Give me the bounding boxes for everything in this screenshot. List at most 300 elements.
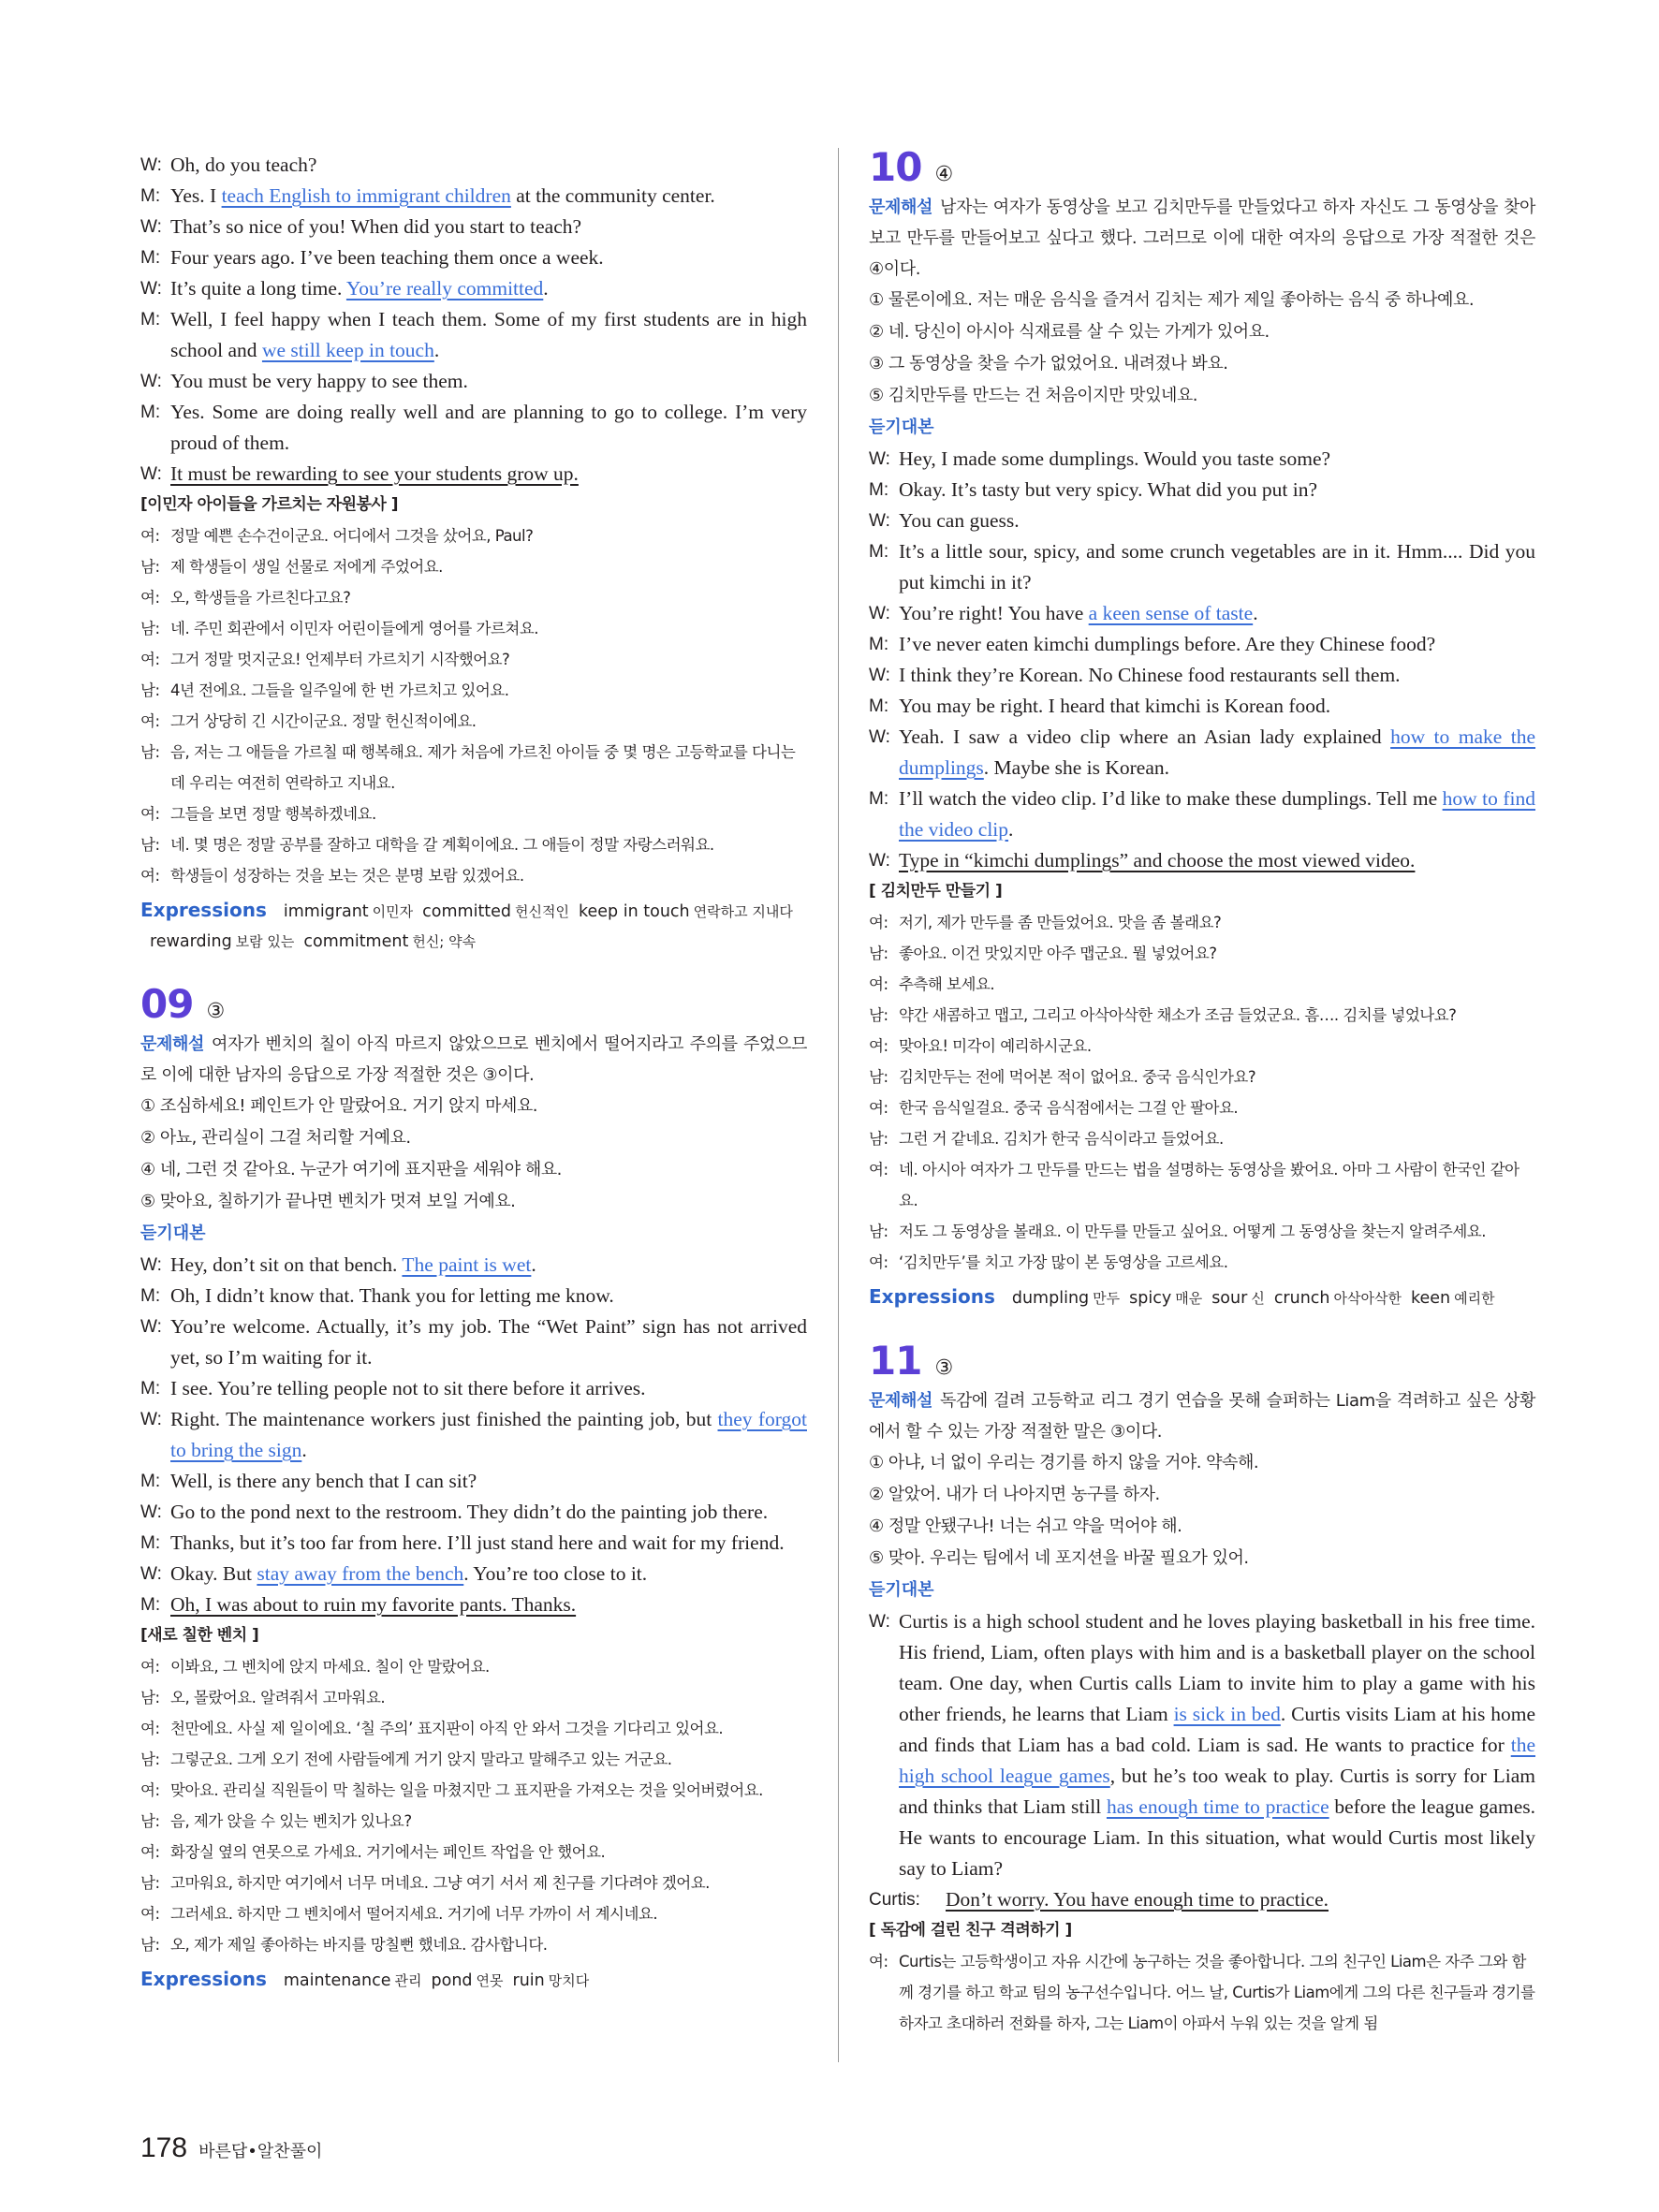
translation-line xyxy=(869,1000,1535,1031)
dialog-text xyxy=(170,366,807,397)
expressions-q9 xyxy=(140,1964,807,1996)
translation-text: 천만에요. 사실 제 일이에요. ‘칠 주의’ 표지판이 아직 안 와서 그것을 기다리고 있어요. xyxy=(170,1720,724,1737)
speaker-label: 여: xyxy=(140,712,160,730)
translation-line xyxy=(140,860,807,891)
dialog-text xyxy=(170,1559,807,1589)
speaker-label: W: xyxy=(140,155,162,175)
speaker-label: W: xyxy=(140,1255,162,1275)
speaker-label: 여: xyxy=(869,975,888,993)
speaker-label: M: xyxy=(869,696,889,716)
text-segment: You may be right. I heard that kimchi is Korean food. xyxy=(899,695,1331,717)
choices-q11 xyxy=(869,1447,1535,1575)
speaker-label: M: xyxy=(140,310,161,330)
text-segment: Okay. But xyxy=(170,1562,257,1585)
dialog-line xyxy=(140,459,807,490)
text-segment: , but he’s too weak to play. Curtis is sorry for Liam and thinks that Liam still xyxy=(899,1765,1535,1818)
speaker-label: 남: xyxy=(140,1812,160,1830)
dialog-text xyxy=(170,397,807,459)
vocab-meaning: 관리 xyxy=(394,1972,422,1989)
dialog-text xyxy=(899,444,1535,475)
vocab-word: spicy xyxy=(1129,1289,1172,1308)
text-segment: Curtis is a high school student and he loves playing basketball in his free time. His friend, Liam, often plays with him and is a basketball player on the school team. One day, when Curtis calls Liam to invite him to play a game with his other friends, he learns that Liam xyxy=(899,1610,1535,1725)
choice-item: ② 네. 당신이 아시아 식재료를 살 수 있는 가게가 있어요. xyxy=(869,322,1270,342)
dialog-line xyxy=(869,629,1535,660)
key-phrase: has enough time to practice xyxy=(1106,1795,1329,1818)
dialog-text xyxy=(170,1497,807,1528)
dialog-line xyxy=(140,1497,807,1528)
speaker-label: W: xyxy=(869,851,890,871)
dialog-line xyxy=(869,784,1535,845)
dialog-text xyxy=(170,1250,807,1281)
speaker-label: 여: xyxy=(140,1843,160,1861)
dialog-text xyxy=(170,1404,807,1466)
explanation-q11 xyxy=(869,1385,1535,1447)
speaker-label: M: xyxy=(140,1472,161,1491)
vocab-meaning: 헌신; 약속 xyxy=(412,933,477,950)
vocab-meaning: 만두 xyxy=(1093,1290,1121,1307)
dialog-text xyxy=(170,242,807,273)
text-segment: . You’re too close to it. xyxy=(463,1562,648,1585)
dialog-text xyxy=(170,273,807,304)
dialog-line xyxy=(869,722,1535,784)
dialog-text xyxy=(899,784,1535,845)
translation-text: 추측해 보세요. xyxy=(899,975,995,993)
dialog-q9-english xyxy=(140,1250,807,1620)
korean-translation-title: [ 독감에 걸린 친구 격려하기 ] xyxy=(869,1921,1072,1940)
text-segment: Right. The maintenance workers just finished the painting job, but xyxy=(170,1408,718,1430)
key-phrase: how to make the dumplings xyxy=(899,725,1536,779)
text-segment: Oh, I didn’t know that. Thank you for letting me know. xyxy=(170,1284,614,1307)
dialog-text xyxy=(170,1281,807,1311)
explanation-q10 xyxy=(869,192,1535,285)
translation-text: 학생들이 성장하는 것을 보는 것은 분명 보람 있겠어요. xyxy=(170,867,524,885)
speaker-label: 남: xyxy=(140,620,160,637)
text-segment: That’s so nice of you! When did you start to teach? xyxy=(170,215,582,238)
text-segment: Okay. It’s tasty but very spicy. What did you put in? xyxy=(899,478,1318,501)
key-phrase: we still keep in touch xyxy=(261,339,434,361)
text-segment: Hey, I made some dumplings. Would you taste some? xyxy=(899,447,1331,470)
speaker-label: 남: xyxy=(140,836,160,854)
translation-text: 음, 저는 그 애들을 가르칠 때 행복해요. 제가 처음에 가르친 아이들 중 몇 명은 고등학교를 다니는데 우리는 여전히 연락하고 지내요. xyxy=(170,743,796,792)
dialog-line xyxy=(140,1589,807,1620)
translation-text: 저도 그 동영상을 볼래요. 이 만두를 만들고 싶어요. 어떻게 그 동영상을 찾는지 알려주세요. xyxy=(899,1223,1486,1240)
speaker-label: W: xyxy=(140,372,162,391)
translation-line xyxy=(140,829,807,860)
text-segment: I see. You’re telling people not to sit there before it arrives. xyxy=(170,1377,646,1399)
speaker-label: 여: xyxy=(140,1658,160,1676)
translation-line xyxy=(869,1092,1535,1123)
dialog-text xyxy=(899,629,1535,660)
dialog-text xyxy=(899,660,1535,691)
text-segment: Four years ago. I’ve been teaching them once a week. xyxy=(170,246,604,269)
dialog-text xyxy=(899,475,1535,505)
answer-mark: ③ xyxy=(934,1356,954,1380)
explanation-tag: 문제해설 xyxy=(140,1034,204,1054)
dialog-text xyxy=(170,1589,807,1620)
translation-line xyxy=(140,520,807,551)
translation-line xyxy=(140,1713,807,1744)
explanation-text: 남자는 여자가 동영상을 보고 김치만두를 만들었다고 하자 자신도 그 동영상을 찾아보고 만두를 만들어보고 싶다고 했다. 그러므로 이에 대한 여자의 응답으로 가장 적절한 것은 ④이다. xyxy=(869,198,1535,279)
translation-text: 저기, 제가 만두를 좀 만들었어요. 맛을 좀 볼래요? xyxy=(899,914,1222,931)
text-segment: You’re right! You have xyxy=(899,602,1089,624)
speaker-label: 여: xyxy=(140,651,160,668)
dialog-text xyxy=(170,459,807,490)
speaker-label: 여: xyxy=(140,589,160,607)
dialog-line xyxy=(140,1311,807,1373)
dialog-line xyxy=(140,1528,807,1559)
key-phrase: the high school league games xyxy=(899,1734,1535,1787)
translation-line xyxy=(140,582,807,613)
choice-item: ⑤ 맞아. 우리는 팀에서 네 포지션을 바꿀 필요가 있어. xyxy=(869,1548,1249,1568)
korean-translation-title: [이민자 아이들을 가르치는 자원봉사 ] xyxy=(140,495,399,514)
translation-line xyxy=(869,969,1535,1000)
expressions-label: Expressions xyxy=(140,899,267,921)
speaker-label: 남: xyxy=(140,1936,160,1954)
choice-item: ⑤ 김치만두를 만드는 건 처음이지만 맛있네요. xyxy=(869,386,1197,405)
speaker-label: 남: xyxy=(869,945,888,962)
translation-text: 네. 주민 회관에서 이민자 어린이들에게 영어를 가르쳐요. xyxy=(170,620,539,637)
translation-text: 그거 정말 멋지군요! 언제부터 가르치기 시작했어요? xyxy=(170,651,510,668)
dialog-text xyxy=(899,505,1535,536)
translation-line xyxy=(140,1837,807,1868)
key-phrase: they forgot to bring the sign xyxy=(170,1408,807,1461)
translation-line xyxy=(140,737,807,798)
speaker-label: 남: xyxy=(140,1689,160,1707)
answer-line: Don’t worry. You have enough time to practice. xyxy=(946,1888,1329,1911)
vocab-word: crunch xyxy=(1273,1289,1330,1308)
speaker-label: 남: xyxy=(869,1006,888,1024)
dialog-q11-english xyxy=(869,1606,1535,1915)
speaker-label: W: xyxy=(140,217,162,237)
choice-item: ④ 네, 그런 것 같아요. 누군가 여기에 표지판을 세워야 해요. xyxy=(140,1160,562,1179)
text-segment: It’s a little sour, spicy, and some crunch vegetables are in it. Hmm.... Did you put kimchi in it? xyxy=(899,540,1535,593)
translation-text: 좋아요. 이건 맛있지만 아주 맵군요. 뭘 넣었어요? xyxy=(899,945,1217,962)
dialog-text xyxy=(170,1466,807,1497)
translation-text: 그런 거 같네요. 김치가 한국 음식이라고 들었어요. xyxy=(899,1130,1224,1148)
key-phrase: a keen sense of taste xyxy=(1088,602,1254,624)
text-segment: I’ll watch the video clip. I’d like to make these dumplings. Tell me xyxy=(899,787,1443,810)
question-header-11 xyxy=(869,1338,1535,1384)
explanation-text: 독감에 걸려 고등학교 리그 경기 연습을 못해 슬퍼하는 Liam을 격려하고 싶은 상황에서 할 수 있는 가장 적절한 말은 ③이다. xyxy=(869,1391,1535,1442)
expressions-q8 xyxy=(140,895,807,957)
vocab-meaning: 매운 xyxy=(1175,1290,1203,1307)
expressions-label: Expressions xyxy=(869,1285,995,1308)
vocab-meaning: 예리한 xyxy=(1454,1290,1495,1307)
dialog-line xyxy=(869,536,1535,598)
vocab-word: sour xyxy=(1211,1289,1248,1308)
korean-translation-title: [새로 칠한 벤치 ] xyxy=(140,1626,259,1645)
vocab-word: maintenance xyxy=(283,1971,391,1990)
vocab-word: dumpling xyxy=(1011,1289,1090,1308)
korean-translation-title: [ 김치만두 만들기 ] xyxy=(869,882,1003,901)
choices-q9 xyxy=(140,1091,807,1218)
dialog-line xyxy=(869,1884,1535,1915)
translation-text: 화장실 옆의 연못으로 가세요. 거기에서는 페인트 작업을 안 했어요. xyxy=(170,1843,606,1861)
translation-line xyxy=(869,1031,1535,1062)
key-phrase: is sick in bed xyxy=(1173,1703,1281,1725)
translation-text: 오, 제가 제일 좋아하는 바지를 망칠뻔 했네요. 감사합니다. xyxy=(170,1936,548,1954)
speaker-label: 남: xyxy=(869,1223,888,1240)
dialog-line xyxy=(140,1466,807,1497)
column-divider xyxy=(838,148,839,2062)
dialog-line xyxy=(140,273,807,304)
translation-text: 맞아요. 관리실 직원들이 막 칠하는 일을 마쳤지만 그 표지판을 가져오는 것을 잊어버렸어요. xyxy=(170,1781,763,1799)
vocab-word: ruin xyxy=(512,1971,545,1990)
key-phrase: how to find the video clip xyxy=(899,787,1535,841)
script-heading-q9: 듣기대본 xyxy=(140,1223,206,1243)
speaker-label: 여: xyxy=(869,1253,888,1271)
dialog-line xyxy=(869,598,1535,629)
answer-line: It must be rewarding to see your students grow up. xyxy=(170,462,579,485)
translation-line xyxy=(140,644,807,675)
dialog-text xyxy=(170,150,807,181)
text-segment: . xyxy=(1008,818,1014,841)
dialog-text xyxy=(170,1311,807,1373)
korean-translation-q10 xyxy=(869,907,1535,1278)
dialog-line xyxy=(869,691,1535,722)
question-number: 09 xyxy=(140,981,194,1027)
translation-line xyxy=(869,1216,1535,1247)
dialog-line xyxy=(140,1281,807,1311)
vocab-meaning: 망치다 xyxy=(548,1972,590,1989)
text-segment: Yes. I xyxy=(170,184,222,207)
translation-line xyxy=(140,1651,807,1682)
dialog-text xyxy=(170,181,807,212)
dialog-line xyxy=(140,1559,807,1589)
choice-item: ⑤ 맞아요, 칠하기가 끝나면 벤치가 멋져 보일 거예요. xyxy=(140,1192,516,1211)
translation-line xyxy=(140,1682,807,1713)
text-segment: I’ve never eaten kimchi dumplings before. Are they Chinese food? xyxy=(899,633,1436,655)
dialog-line xyxy=(869,660,1535,691)
speaker-label: W: xyxy=(140,279,162,299)
speaker-label: 남: xyxy=(140,681,160,699)
dialog-line xyxy=(140,366,807,397)
expressions-label: Expressions xyxy=(140,1968,267,1990)
vocab-word: pond xyxy=(431,1971,473,1990)
translation-text: 음, 제가 앉을 수 있는 벤치가 있나요? xyxy=(170,1812,412,1830)
translation-line xyxy=(869,938,1535,969)
speaker-label: M: xyxy=(869,480,889,500)
explanation-q9 xyxy=(140,1029,807,1091)
speaker-label: W: xyxy=(869,604,890,623)
speaker-label: 남: xyxy=(140,1751,160,1768)
speaker-label: 여: xyxy=(140,1781,160,1799)
speaker-label: M: xyxy=(140,248,161,268)
script-heading-q11: 듣기대본 xyxy=(869,1580,934,1600)
speaker-label: W: xyxy=(140,1502,162,1522)
choice-item: ② 아뇨, 관리실이 그걸 처리할 거예요. xyxy=(140,1128,411,1148)
speaker-label: M: xyxy=(140,1286,161,1306)
speaker-label: Curtis: xyxy=(869,1890,920,1910)
speaker-label: 여: xyxy=(140,867,160,885)
translation-line xyxy=(869,1062,1535,1092)
text-segment: before the league games. He wants to encourage Liam. In this situation, what would Curtis most likely say to Liam? xyxy=(899,1795,1536,1880)
vocab-meaning: 아삭아삭한 xyxy=(1333,1290,1402,1307)
speaker-label: 남: xyxy=(140,558,160,576)
dialog-line xyxy=(140,212,807,242)
text-segment: Oh, do you teach? xyxy=(170,154,317,176)
dialog-line xyxy=(140,1373,807,1404)
speaker-label: 남: xyxy=(869,1130,888,1148)
explanation-text: 여자가 벤치의 칠이 아직 마르지 않았으므로 벤치에서 떨어지라고 주의를 주었으므로 이에 대한 남자의 응답으로 가장 적절한 것은 ③이다. xyxy=(140,1034,807,1085)
page-number: 178 xyxy=(140,2132,188,2163)
speaker-label: W: xyxy=(869,666,890,685)
explanation-tag: 문제해설 xyxy=(869,198,932,217)
translation-text: 한국 음식일걸요. 중국 음식점에서는 그걸 안 팔아요. xyxy=(899,1099,1239,1117)
text-segment: . xyxy=(543,277,549,300)
dialog-line xyxy=(869,475,1535,505)
translation-line xyxy=(869,1123,1535,1154)
text-segment: . xyxy=(531,1253,536,1276)
text-segment: at the community center. xyxy=(510,184,715,207)
translation-text: 약간 새콤하고 맵고, 그리고 아삭아삭한 채소가 조금 들었군요. 흠…. 김치를 넣었나요? xyxy=(899,1006,1457,1024)
dialog-line xyxy=(140,397,807,459)
translation-text: 맞아요! 미각이 예리하시군요. xyxy=(899,1037,1092,1055)
translation-text: 제 학생들이 생일 선물로 저에게 주었어요. xyxy=(170,558,443,576)
key-phrase: stay away from the bench xyxy=(257,1562,464,1585)
speaker-label: W: xyxy=(140,1317,162,1337)
dialog-text xyxy=(899,722,1535,784)
speaker-label: W: xyxy=(140,1410,162,1429)
translation-line xyxy=(140,706,807,737)
dialog-text xyxy=(170,212,807,242)
question-number: 10 xyxy=(869,144,922,190)
speaker-label: 남: xyxy=(140,1874,160,1892)
dialog-text xyxy=(899,691,1535,722)
vocab-meaning: 이민자 xyxy=(372,903,414,920)
text-segment: . xyxy=(1253,602,1258,624)
speaker-label: 여: xyxy=(869,1099,888,1117)
question-header-09 xyxy=(140,981,807,1027)
right-column xyxy=(869,144,1536,2039)
dialog-line xyxy=(140,304,807,366)
speaker-label: M: xyxy=(869,789,889,809)
text-segment: Go to the pond next to the restroom. They didn’t do the painting job there. xyxy=(170,1501,769,1523)
translation-line xyxy=(140,1775,807,1806)
translation-text: 오, 몰랐어요. 알려줘서 고마워요. xyxy=(170,1689,386,1707)
translation-line xyxy=(140,613,807,644)
choices-q10 xyxy=(869,285,1535,412)
translation-text: 네. 몇 명은 정말 공부를 잘하고 대학을 갈 계획이에요. 그 애들이 정말 자랑스러워요. xyxy=(170,836,714,854)
speaker-label: 여: xyxy=(869,1161,888,1179)
korean-translation-q8 xyxy=(140,520,807,891)
translation-text: 그렇군요. 그게 오기 전에 사람들에게 거기 앉지 말라고 말해주고 있는 거군요. xyxy=(170,1751,672,1768)
text-segment: I think they’re Korean. No Chinese food restaurants sell them. xyxy=(899,664,1401,686)
script-heading-q10: 듣기대본 xyxy=(869,417,934,437)
korean-translation-q11 xyxy=(869,1946,1535,2039)
translation-text: 그러세요. 하지만 그 벤치에서 떨어지세요. 거기에 너무 가까이 서 계시네요. xyxy=(170,1905,658,1923)
speaker-label: M: xyxy=(140,1595,161,1615)
translation-text: 정말 예쁜 손수건이군요. 어디에서 그것을 샀어요, Paul? xyxy=(170,527,534,545)
speaker-label: W: xyxy=(869,1612,890,1632)
book-title: 바른답•알찬풀이 xyxy=(198,2142,323,2161)
page-footer xyxy=(140,2132,322,2164)
translation-line xyxy=(140,1744,807,1775)
translation-text: 그들을 보면 정말 행복하겠네요. xyxy=(170,805,376,823)
vocab-word: committed xyxy=(422,902,512,921)
left-column xyxy=(140,150,807,1996)
vocab-word: commitment xyxy=(303,932,409,951)
expressions-q10 xyxy=(869,1282,1535,1313)
translation-line xyxy=(140,798,807,829)
speaker-label: 여: xyxy=(140,805,160,823)
dialog-text xyxy=(170,1373,807,1404)
speaker-label: W: xyxy=(140,464,162,484)
vocab-meaning: 신 xyxy=(1251,1290,1265,1307)
answer-mark: ④ xyxy=(934,163,954,186)
translation-line xyxy=(140,1868,807,1898)
vocab-word: keep in touch xyxy=(579,902,690,921)
translation-text: 이봐요, 그 벤치에 앉지 마세요. 칠이 안 말랐어요. xyxy=(170,1658,490,1676)
text-segment: It’s quite a long time. xyxy=(170,277,346,300)
dialog-text xyxy=(170,304,807,366)
dialog-line xyxy=(140,1404,807,1466)
speaker-label: 남: xyxy=(869,1068,888,1086)
text-segment: Yes. Some are doing really well and are planning to go to college. I’m very proud of them. xyxy=(170,401,807,454)
speaker-label: W: xyxy=(869,727,890,747)
choice-item: ④ 정말 안됐구나! 너는 쉬고 약을 먹어야 해. xyxy=(869,1516,1182,1536)
question-header-10 xyxy=(869,144,1535,190)
speaker-label: W: xyxy=(140,1564,162,1584)
vocab-meaning: 헌신적인 xyxy=(515,903,570,920)
translation-line xyxy=(140,551,807,582)
dialog-q10-english xyxy=(869,444,1535,876)
translation-line xyxy=(140,1929,807,1960)
speaker-label: 여: xyxy=(140,1720,160,1737)
speaker-label: 여: xyxy=(869,1037,888,1055)
speaker-label: 여: xyxy=(869,914,888,931)
vocab-word: rewarding xyxy=(150,932,232,951)
translation-line xyxy=(869,907,1535,938)
choice-item: ① 조심하세요! 페인트가 안 말랐어요. 거기 앉지 마세요. xyxy=(140,1096,537,1116)
answer-line: Type in “kimchi dumplings” and choose the most viewed video. xyxy=(899,849,1416,872)
text-segment: Well, I feel happy when I teach them. Some of my first students are in high school and xyxy=(170,308,807,361)
vocab-word: keen xyxy=(1410,1289,1451,1308)
dialog-text xyxy=(899,598,1535,629)
dialog-line xyxy=(140,1250,807,1281)
answer-line: Oh, I was about to ruin my favorite pants. Thanks. xyxy=(170,1593,577,1616)
dialog-text xyxy=(899,536,1535,598)
speaker-label: M: xyxy=(140,186,161,206)
text-segment: . xyxy=(433,339,440,361)
key-phrase: teach English to immigrant children xyxy=(221,184,511,207)
translation-text: 오, 학생들을 가르친다고요? xyxy=(170,589,351,607)
speaker-label: M: xyxy=(869,542,889,562)
speaker-label: M: xyxy=(869,635,889,654)
question-number: 11 xyxy=(869,1338,922,1384)
translation-text: 네. 아시아 여자가 그 만두를 만드는 법을 설명하는 동영상을 봤어요. 아마 그 사람이 한국인 같아요. xyxy=(899,1161,1520,1209)
translation-text: 그거 상당히 긴 시간이군요. 정말 헌신적이에요. xyxy=(170,712,477,730)
translation-line xyxy=(869,1154,1535,1216)
explanation-tag: 문제해설 xyxy=(869,1391,932,1411)
text-segment: You’re welcome. Actually, it’s my job. The “Wet Paint” sign has not arrived yet, so I’m waiting for it. xyxy=(170,1315,807,1369)
speaker-label: 여: xyxy=(140,1905,160,1923)
translation-line xyxy=(869,1946,1535,2039)
translation-line xyxy=(140,675,807,706)
speaker-label: M: xyxy=(140,1533,161,1553)
text-segment: . Maybe she is Korean. xyxy=(983,756,1170,779)
translation-text: 4년 전에요. 그들을 일주일에 한 번 가르치고 있어요. xyxy=(170,681,509,699)
answer-mark: ③ xyxy=(206,1000,226,1023)
choice-item: ② 알았어. 내가 더 나아지면 농구를 하자. xyxy=(869,1485,1160,1504)
translation-line xyxy=(869,1247,1535,1278)
dialog-line xyxy=(140,181,807,212)
text-segment: Thanks, but it’s too far from here. I’ll just stand here and wait for my friend. xyxy=(170,1531,785,1554)
vocab-meaning: 연못 xyxy=(476,1972,504,1989)
translation-line xyxy=(140,1898,807,1929)
speaker-label: M: xyxy=(140,403,161,422)
dialog-text xyxy=(946,1884,1535,1915)
